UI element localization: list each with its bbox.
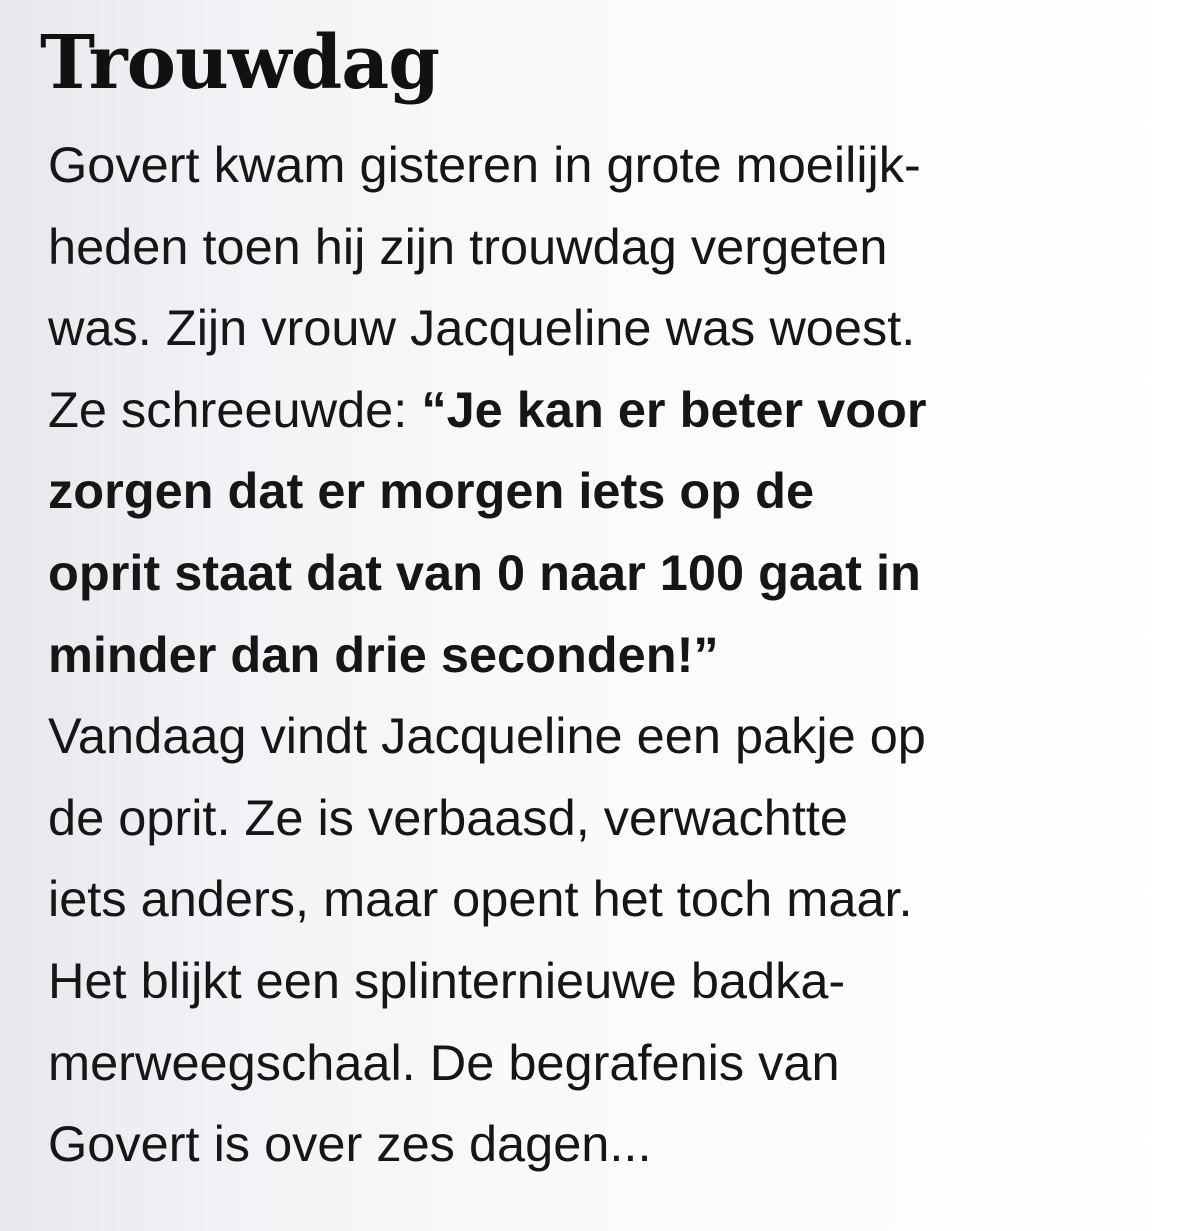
article-body xyxy=(48,124,1178,1185)
article-line-mixed xyxy=(48,369,1178,451)
article-line: iets anders, maar opent het toch maar. xyxy=(48,870,913,928)
quote-line: minder dan drie seconden!” xyxy=(48,625,719,683)
article-line: Govert kwam gisteren in grote moeilijk- xyxy=(48,136,921,193)
article-line: Het blijkt een splinternieuwe badka- xyxy=(48,951,846,1009)
quote-line: oprit staat dat van 0 naar 100 gaat in xyxy=(48,543,921,601)
article-title: Trouwdag xyxy=(40,20,439,106)
article-line: heden toen hij zijn trouwdag vergeten xyxy=(48,217,888,275)
article-line: merweegschaal. De begrafenis van xyxy=(48,1033,840,1091)
article-line: was. Zijn vrouw Jacqueline was woest. xyxy=(48,299,916,357)
quote-line: zorgen dat er morgen iets op de xyxy=(48,462,815,520)
article-line-regular-part: Ze schreeuwde: xyxy=(48,380,422,438)
quote-start: “Je kan er beter voor xyxy=(421,380,927,438)
article-line: de oprit. Ze is verbaasd, verwachtte xyxy=(48,788,848,846)
article-line: Vandaag vindt Jacqueline een pakje op xyxy=(48,707,926,765)
article-line: Govert is over zes dagen... xyxy=(48,1115,652,1173)
